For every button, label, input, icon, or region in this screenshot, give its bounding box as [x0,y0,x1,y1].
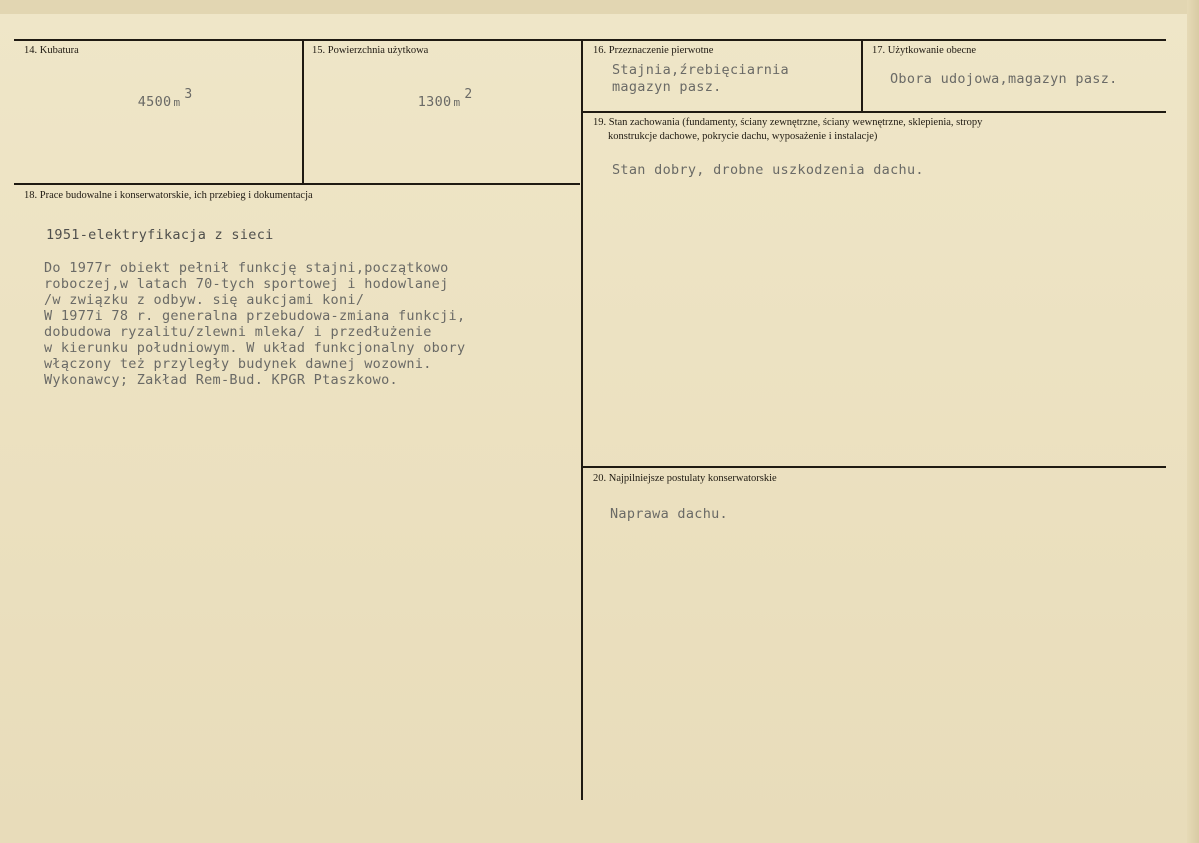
field-15-value [384,78,473,126]
field-18-line: włączony też przyległy budynek dawnej wozowni. [44,356,432,372]
field-16-label: 16. Przeznaczenie pierwotne [593,45,714,56]
volume-exponent: 3 [184,87,193,102]
field-19-label-line-1: 19. Stan zachowania (fundamenty, ściany zewnętrzne, ściany wewnętrzne, sklepienia, stropy [593,117,983,128]
area-unit: m [453,96,461,109]
field-17-label: 17. Użytkowanie obecne [872,45,977,56]
area-exponent: 2 [464,87,473,102]
center-divider [581,39,583,800]
rule-under-16-17 [583,111,1166,113]
area-number: 1300 [417,94,452,110]
field-15-label: 15. Powierzchnia użytkowa [312,45,429,56]
field-18-first-line: 1951-elektryfikacja z sieci [46,227,274,243]
field-18-line: roboczej,w latach 70-tych sportowej i hodowlanej [44,276,449,292]
divider-14-15 [302,39,304,184]
field-18-line: /w związku z odbyw. się aukcjami koni/ [44,292,365,308]
field-18-line: W 1977i 78 r. generalna przebudowa-zmiana funkcji, [44,308,466,324]
field-18-line: w kierunku południowym. W układ funkcjonalny obory [44,340,466,356]
field-20-label: 20. Najpilniejsze postulaty konserwatorskie [593,473,777,484]
rule-under-14-15 [14,183,580,185]
field-14-value [104,78,193,126]
volume-number: 4500 [137,94,172,110]
card-top-edge [0,0,1199,14]
field-16-line-2: magazyn pasz. [612,79,722,95]
field-18-label: 18. Prace budowalne i konserwatorskie, ich przebieg i dokumentacja [24,190,313,201]
field-19-value: Stan dobry, drobne uszkodzenia dachu. [612,162,924,178]
field-19-label-line-2: konstrukcje dachowe, pokrycie dachu, wyposażenie i instalacje) [608,131,878,142]
divider-16-17 [861,39,863,112]
card-right-edge [1187,0,1199,843]
field-18-line: dobudowa ryzalitu/zlewni mleka/ i przedłużenie [44,324,432,340]
volume-unit: m [173,96,181,109]
field-18-line: Do 1977r obiekt pełnił funkcję stajni,początkowo [44,260,449,276]
field-17-value: Obora udojowa,magazyn pasz. [890,71,1118,87]
field-20-value: Naprawa dachu. [610,506,728,522]
top-rule [14,39,1166,41]
field-18-line: Wykonawcy; Zakład Rem-Bud. KPGR Ptaszkowo. [44,372,398,388]
field-14-label: 14. Kubatura [24,45,79,56]
rule-above-20 [583,466,1166,468]
field-16-line-1: Stajnia,źrebięciarnia [612,62,789,78]
